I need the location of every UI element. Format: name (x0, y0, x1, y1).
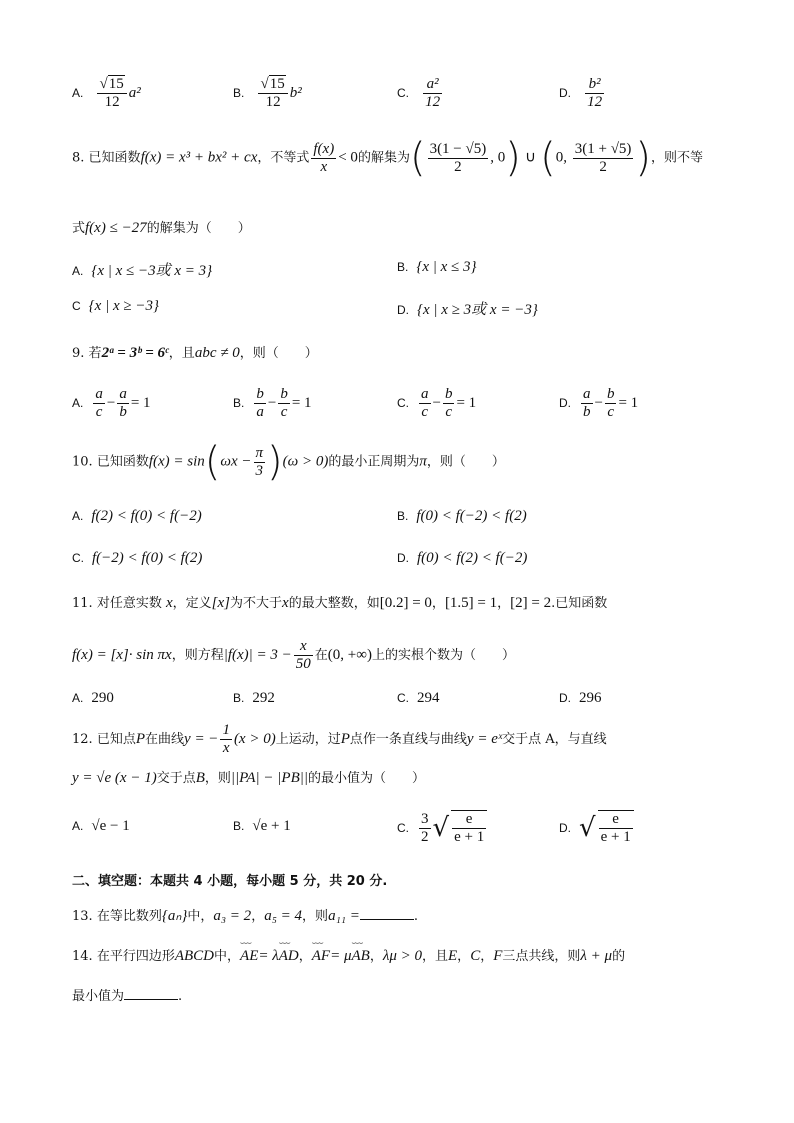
q8-option-c: C {x | x ≥ −3} (72, 298, 159, 314)
q12-stem-line1: 12. 已知点P在曲线y = − $\frac{1}{x}$ (x > 0)上运动，过P点作一条直线与曲线y = eˣ交于点 A，与直线 (72, 722, 607, 756)
q11-option-c: C. 294 (397, 690, 440, 706)
q7-option-d: D. $\frac{\text{b²}}{12}$ (559, 76, 603, 110)
q7-option-a: A. $\frac{√15}{12}$ a² (72, 76, 141, 110)
q10-option-c: C. f(−2) < f(0) < f(2) (72, 550, 203, 566)
q7-option-b: B. $\frac{√15}{12}$ b² (233, 76, 302, 110)
q11-option-d: D. 296 (559, 690, 602, 706)
q8-option-a: A. {x | x ≤ −3或 x = 3} (72, 263, 213, 279)
q12-stem-line2: y = √e (x − 1)交于点B，则||PA| − |PB||的最小值为（ ） (72, 770, 426, 786)
q14-stem-line1: 14. 在平行四边形ABCD中，⌣⌣⌣ AE= λ⌣⌣⌣ AD，⌣⌣⌣ AF= μ⌣⌣⌣ AB，λμ > 0，且E，C，F三点共线，则λ + μ的 (72, 945, 625, 965)
q10-stem: 10. 已知函数f(x) = sin(ωx − $\frac{\pi}{3}$ )(ω > 0)的最小正周期为π，则（ ） (72, 439, 505, 485)
q11-option-b: B. 292 (233, 690, 275, 706)
section-heading-fill-in: 二、填空题：本题共 4 小题，每小题 5 分，共 20 分. (72, 874, 388, 889)
q11-option-a: A. 290 (72, 690, 114, 706)
q8-option-d: D. {x | x ≥ 3或 x = −3} (397, 302, 538, 318)
q8-option-b: B. {x | x ≤ 3} (397, 259, 477, 275)
q11-stem-line2: f(x) = [x]· sin πx，则方程|f(x)| = 3 − $\frac{x}{50}$ 在(0, +∞)上的实根个数为（ ） (72, 638, 515, 672)
q14-stem-line2: 最小值为 . (72, 989, 183, 1004)
q13-stem: 13. 在等比数列{aₙ}中，a₃ = 2，a₅ = 4，则a₁₁ = . (72, 908, 419, 924)
q9-option-b: B. $\frac{b}{a}$ − $\frac{b}{c}$ = 1 (233, 386, 312, 420)
q9-option-c: C. $\frac{a}{c}$ − $\frac{b}{c}$ = 1 (397, 386, 477, 420)
q9-option-a: A. $\frac{a}{c}$ − $\frac{a}{b}$ = 1 (72, 386, 151, 420)
q11-stem-line1: 11. 对任意实数 x，定义[x]为不大于x的最大整数，如[0.2] = 0，[1.5] = 1，[2] = 2.已知函数 (72, 595, 608, 611)
q7-option-c: C. $\frac{\text{a²}}{12}$ (397, 76, 441, 110)
q8-stem-line2: 式f(x) ≤ −27的解集为（ ） (72, 220, 251, 236)
q12-option-d: D. √ $\frac{e}{e + 1}$ (559, 810, 636, 846)
q12-option-a: A. √e − 1 (72, 818, 130, 834)
q10-option-a: A. f(2) < f(0) < f(−2) (72, 508, 202, 524)
q14-answer-blank[interactable] (124, 999, 178, 1000)
q8-stem-line1: 8. 已知函数f(x) = x³ + bx² + cx，不等式 $\frac{f(x)}{x}$ < 0的解集为( $\frac{3(1 - √5)}{2}$ , 0) ∪ (0, $\frac{3(1 + √5)}{2}$ )，则不等 (72, 135, 704, 181)
q12-option-b: B. √e + 1 (233, 818, 291, 834)
q12-option-c: C. $\frac{3}{2}$ √ $\frac{e}{e + 1}$ (397, 810, 489, 846)
q13-answer-blank[interactable] (360, 919, 414, 920)
q10-option-d: D. f(0) < f(2) < f(−2) (397, 550, 528, 566)
q9-stem: 9. 若2ᵃ = 3ᵇ = 6ᶜ，且abc ≠ 0，则（ ） (72, 345, 318, 361)
q10-option-b: B. f(0) < f(−2) < f(2) (397, 508, 527, 524)
q9-option-d: D. $\frac{a}{b}$ − $\frac{b}{c}$ = 1 (559, 386, 639, 420)
